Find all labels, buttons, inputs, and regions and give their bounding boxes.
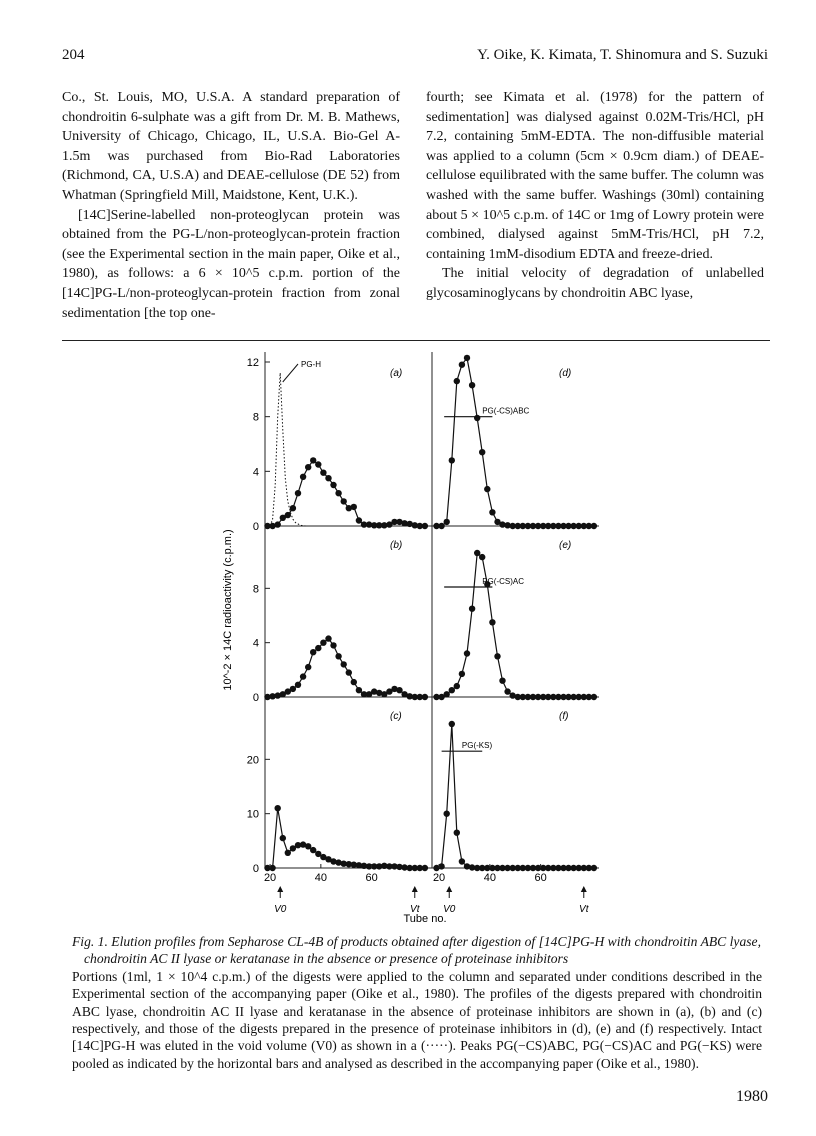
data-point <box>341 498 347 504</box>
annotation-label: PG(-CS)ABC <box>482 406 530 416</box>
x-tick-label: 20 <box>263 872 277 884</box>
caption-body: Portions (1ml, 1 × 10^4 c.p.m.) of the digests were applied to the column and separated under conditions described in the Experimental section of the accompanying paper (Oike et al., 1980). The profiles of the digests prepared with chondroitin ABC lyase, chondroitin AC II lyase and keratanase in the absence of proteinase inhibitors are shown in (a), (b) and (c) respectively, and those of the digests prepared in the presence of proteinase inhibitors in (d), (e) and (f) respectively. Intact [14C]PG-H was eluted in the void volume (V0) as shown in a (·····). Peaks PG(−CS)ABC, PG(−CS)AC and PG(−KS) were pooled as indicated by the horizontal bars and analysed as described in the accompanying paper (Oike et al., 1980). <box>72 968 762 1071</box>
x-tick-label: 40 <box>483 872 496 884</box>
y-tick-label: 0 <box>252 692 259 704</box>
data-point <box>290 505 296 511</box>
y-tick-label: 12 <box>246 357 259 369</box>
data-point <box>315 461 321 467</box>
arrow-head <box>412 886 418 892</box>
arrow-head <box>277 886 283 892</box>
left-column <box>62 88 400 323</box>
data-point <box>310 649 316 655</box>
data-point <box>320 640 326 646</box>
data-point <box>444 691 450 697</box>
data-point <box>341 661 347 667</box>
data-point <box>310 457 316 463</box>
data-point <box>320 470 326 476</box>
data-point <box>489 509 495 515</box>
panel-label: (d) <box>559 368 572 379</box>
data-point <box>330 642 336 648</box>
data-point <box>325 475 331 481</box>
y-tick-label: 4 <box>252 466 259 479</box>
void-volume-label: V0 <box>443 904 456 915</box>
annotation-label: PG(-KS) <box>461 741 493 751</box>
data-point <box>464 355 470 361</box>
y-tick-label: 0 <box>252 863 259 875</box>
annotation-label: PG(-CS)AC <box>482 576 525 586</box>
data-point <box>305 664 311 670</box>
total-volume-label: Vt <box>410 904 420 915</box>
caption-title: Fig. 1. Elution profiles from Sepharose CL-4B of products obtained after digestion of [14C]PG-H with chondroitin ABC lyase, chondroitin AC II lyase or keratanase in the absence or presence of proteinase inhibitors <box>72 934 761 967</box>
data-point <box>330 482 336 488</box>
elution-profile-figure <box>215 352 625 924</box>
data-point <box>454 683 460 689</box>
section-divider <box>62 340 770 341</box>
data-point <box>479 554 485 560</box>
data-point <box>474 550 480 556</box>
data-point <box>591 865 597 871</box>
data-point <box>479 449 485 455</box>
data-point <box>444 519 450 525</box>
y-tick-label: 0 <box>252 521 259 533</box>
panel-label: (c) <box>390 711 402 722</box>
data-point <box>454 378 460 384</box>
data-point <box>449 457 455 463</box>
data-point <box>356 517 362 523</box>
panel-label: (b) <box>390 540 403 551</box>
data-point <box>351 679 357 685</box>
series-line <box>268 460 425 526</box>
data-point <box>489 619 495 625</box>
data-point <box>591 694 597 700</box>
data-point <box>459 671 465 677</box>
data-point <box>494 653 500 659</box>
data-point <box>459 858 465 864</box>
data-point <box>300 673 306 679</box>
data-point <box>422 694 428 700</box>
data-point <box>504 688 510 694</box>
x-tick-label: 40 <box>314 872 327 884</box>
data-point <box>325 635 331 641</box>
data-point <box>449 721 455 727</box>
data-point <box>275 805 281 811</box>
data-point <box>449 687 455 693</box>
series-line <box>437 724 594 868</box>
data-point <box>469 606 475 612</box>
data-point <box>290 686 296 692</box>
void-volume-label: V0 <box>274 904 287 915</box>
data-point <box>310 847 316 853</box>
data-point <box>474 415 480 421</box>
data-point <box>335 490 341 496</box>
series-line <box>437 358 594 526</box>
data-point <box>280 835 286 841</box>
paragraph: fourth; see Kimata et al. (1978) for the pattern of sedimentation] was dialysed against 0.02M-Tris/HCl, pH 7.2, containing 5mM-EDTA. The non-diffusible material was applied to a column (5cm × 0.9cm diam.) of DEAE-cellulose equilibrated with the same buffer. The column was washed with the same buffer. Washings (30ml) containing about 5 × 10^5 c.p.m. of 14C or 1mg of Lowry protein were combined, dialysed against 5mM-Tris/HCl, pH 7.2, containing 1mM-disodium EDTA and freeze-dried. <box>426 90 764 262</box>
panel-label: (a) <box>390 368 403 379</box>
data-point <box>422 523 428 529</box>
running-header-authors: Y. Oike, K. Kimata, T. Shinomura and S. Suzuki <box>477 47 768 63</box>
data-point <box>300 474 306 480</box>
data-point <box>484 486 490 492</box>
x-tick-label: 60 <box>365 872 378 884</box>
x-tick-label: 20 <box>432 872 446 884</box>
footer-year: 1980 <box>736 1088 768 1105</box>
data-point <box>315 645 321 651</box>
page-number: 204 <box>62 47 85 63</box>
annotation-label: PG-H <box>301 360 321 369</box>
data-point <box>335 653 341 659</box>
arrow-head <box>446 886 452 892</box>
data-point <box>459 362 465 368</box>
paragraph: The initial velocity of degradation of unlabelled glycosaminoglycans by chondroitin ABC lyase, <box>426 266 764 301</box>
y-tick-label: 8 <box>252 583 259 596</box>
data-point <box>454 830 460 836</box>
panel-label: (e) <box>559 540 572 551</box>
arrow-pointer <box>283 364 298 382</box>
arrow-head <box>581 886 587 892</box>
data-point <box>396 687 402 693</box>
total-volume-label: Vt <box>579 904 589 915</box>
data-point <box>295 490 301 496</box>
data-point <box>499 678 505 684</box>
data-point <box>469 382 475 388</box>
data-point <box>438 523 444 529</box>
intact-pg-h-dotted-line <box>270 373 306 526</box>
paragraph: [14C]Serine-labelled non-proteoglycan protein was obtained from the PG-L/non-proteoglycan-protein fraction (see the Experimental section in the main paper, Oike et al., 1980), as follows: a 6 × 10^5 c.p.m. portion of the [14C]PG-L/non-proteoglycan-protein fraction from zonal sedimentation [the top one- <box>62 207 400 321</box>
x-axis-label: Tube no. <box>403 913 447 924</box>
x-tick-label: 60 <box>534 872 547 884</box>
data-point <box>591 523 597 529</box>
data-point <box>285 512 291 518</box>
data-point <box>351 504 357 510</box>
y-tick-label: 4 <box>252 637 259 650</box>
data-point <box>285 850 291 856</box>
data-point <box>356 687 362 693</box>
right-column <box>426 88 764 304</box>
data-point <box>422 865 428 871</box>
series-line <box>268 808 425 868</box>
y-tick-label: 20 <box>246 754 259 767</box>
data-point <box>444 811 450 817</box>
paragraph: Co., St. Louis, MO, U.S.A. A standard preparation of chondroitin 6-sulphate was a gift from Dr. M. B. Mathews, University of Chicago, Chicago, IL, U.S.A. Bio-Gel A-1.5m was purchased from Bio-Rad Laboratories (Richmond, CA, U.S.A) and DEAE-cellulose (DE 52) from Whatman (Springfield Mill, Maidstone, Kent, U.K.). <box>62 90 400 203</box>
data-point <box>305 464 311 470</box>
figure-caption <box>72 933 762 1072</box>
y-tick-label: 10 <box>246 808 259 821</box>
data-point <box>275 521 281 527</box>
y-tick-label: 8 <box>252 411 259 424</box>
data-point <box>346 669 352 675</box>
data-point <box>295 682 301 688</box>
y-axis-label: 10^-2 × 14C radioactivity (c.p.m.) <box>222 529 234 691</box>
panel-label: (f) <box>559 711 569 722</box>
data-point <box>464 650 470 656</box>
